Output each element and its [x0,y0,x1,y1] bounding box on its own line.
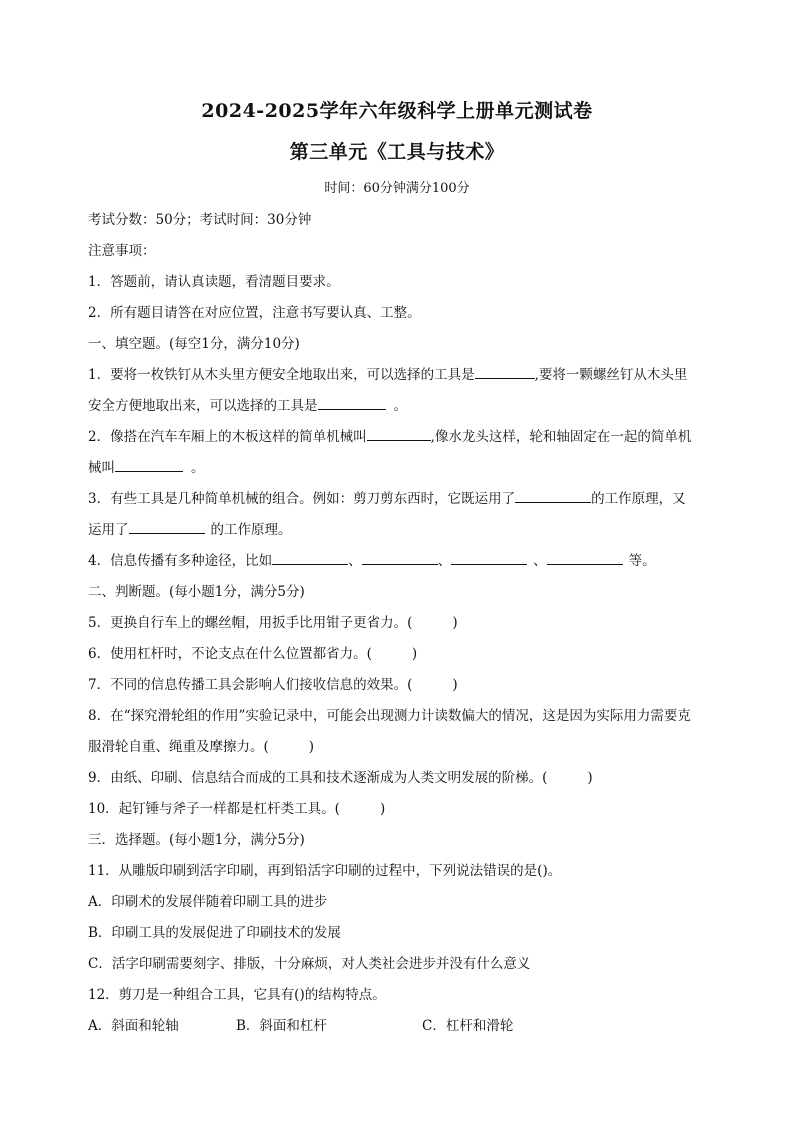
q2-text-2: ,像水龙头这样，轮和轴固定在一起的简单机 [430,429,692,445]
q1-blank-1[interactable] [475,363,535,379]
q4-sep-3: 、 [533,553,547,569]
q4-end: 等。 [628,553,656,569]
section-3-heading [88,825,718,856]
question-5 [88,608,718,639]
q12-option-a[interactable]: A．斜面和轮轴 [88,1018,179,1034]
q5-close-paren: ) [452,615,458,631]
q4-text-1: 4．信息传播有多种途径，比如 [88,553,273,569]
q2-text-1: 2．像搭在汽车车厢上的木板这样的简单机械叫 [88,429,367,445]
q9-text: 9．由纸、印刷、信息结合而成的工具和技术逐渐成为人类文明发展的阶梯。( [88,770,548,786]
question-2-line-2 [88,453,718,484]
exam-title: 2024-2025学年六年级科学上册单元测试卷 [201,100,593,122]
notice-item-2 [88,298,718,329]
time-info: 时间：60分钟满分100分 [324,181,470,196]
unit-title: 第三单元《工具与技术》 [289,141,505,163]
q4-blank-1[interactable] [272,549,348,565]
q11-option-b-text: B．印刷工具的发展促进了印刷技术的发展 [88,925,341,941]
question-8-line-2 [88,732,718,763]
q11-option-a[interactable] [88,887,718,918]
section-1-heading-text: 一、填空题。(每空1分，满分10分) [88,336,300,352]
q3-text-1: 3．有些工具是几种简单机械的组合。例如：剪刀剪东西时，它既运用了 [88,491,516,507]
q3-blank-2[interactable] [129,518,205,534]
question-10 [88,794,718,825]
q3-text-2: 的工作原理，又 [591,491,686,507]
q1-text-2: ,要将一颗螺丝钉从木头里 [534,367,688,383]
q2-end: 。 [191,460,205,476]
q11-text: 11．从雕版印刷到活字印刷，再到铅活字印刷的过程中，下列说法错误的是()。 [88,863,562,879]
q8-text-2: 服滑轮自重、绳重及摩擦力。( [88,739,269,755]
question-6 [88,639,718,670]
q12-text: 12．剪刀是一种组合工具，它具有()的结构特点。 [88,987,386,1003]
q6-close-paren: ) [411,646,418,662]
question-7 [88,670,718,701]
q1-text-3: 安全方便地取出来，可以选择的工具是 [88,398,318,414]
q1-end: 。 [393,398,407,414]
q4-blank-2[interactable] [362,549,438,565]
section-2-heading [88,577,718,608]
q1-text-1: 1．要将一枚铁钉从木头里方便安全地取出来，可以选择的工具是 [88,367,475,383]
question-2-line-1 [88,422,718,453]
notice-heading-text: 注意事项： [88,243,156,259]
section-2-heading-text: 二、判断题。(每小题1分，满分5分) [88,584,305,600]
q10-close-paren: ) [379,801,386,817]
q3-blank-1[interactable] [515,487,591,503]
q9-close-paren: ) [587,770,593,786]
q4-sep-1: 、 [348,553,362,569]
q11-option-c[interactable] [88,949,718,980]
question-4 [88,546,718,577]
exam-meta-text: 考试分数：50分；考试时间：30分钟 [88,212,312,228]
notice-heading [88,236,718,267]
q7-close-paren: ) [452,677,458,693]
q11-option-b[interactable] [88,918,718,949]
question-9 [88,763,718,794]
q4-sep-2: 、 [437,553,452,569]
q2-text-3: 械叫 [88,460,115,476]
q4-blank-3[interactable] [451,549,527,565]
q11-option-a-text: A．印刷术的发展伴随着印刷工具的进步 [88,894,328,910]
notice-item-1 [88,267,718,298]
q3-text-4: 的工作原理。 [210,522,292,538]
question-11 [88,856,718,887]
q7-text: 7．不同的信息传播工具会影响人们接收信息的效果。( [88,677,413,693]
q8-text-1: 8．在“探究滑轮组的作用”实验记录中，可能会出现测力计读数偏大的情况，这是因为实际用力需要克 [88,708,691,724]
section-1-heading [88,329,718,360]
q4-blank-4[interactable] [547,549,623,565]
exam-meta [88,205,718,236]
question-1-line-2 [88,391,718,422]
q2-blank-2[interactable] [115,456,183,472]
q3-text-3: 运用了 [88,522,129,538]
notice-item-2-text: 2．所有题目请答在对应位置，注意书写要认真、工整。 [88,305,421,321]
q8-close-paren: ) [308,739,315,755]
question-3-line-2 [88,515,718,546]
section-3-heading-text: 三．选择题。(每小题1分，满分5分) [88,832,305,848]
question-1-line-1 [88,360,718,391]
notice-item-1-text: 1．答题前，请认真读题，看清题目要求。 [88,274,340,290]
q1-blank-2[interactable] [318,394,386,410]
q12-option-c[interactable]: C．杠杆和滑轮 [422,1018,514,1034]
q5-text: 5．更换自行车上的螺丝帽，用扳手比用钳子更省力。( [88,615,413,631]
q12-options [88,1011,718,1042]
exam-body [88,205,718,1042]
question-12 [88,980,718,1011]
q10-text: 10．起钉锤与斧子一样都是杠杆类工具。( [88,801,340,817]
question-8-line-1 [88,701,718,732]
q11-option-c-text: C．活字印刷需要刻字、排版，十分麻烦，对人类社会进步并没有什么意义 [88,956,531,972]
q6-text: 6．使用杠杆时，不论支点在什么位置都省力。( [88,646,372,662]
question-3-line-1 [88,484,718,515]
q2-blank-1[interactable] [367,425,431,441]
q12-option-b[interactable]: B．斜面和杠杆 [236,1018,327,1034]
